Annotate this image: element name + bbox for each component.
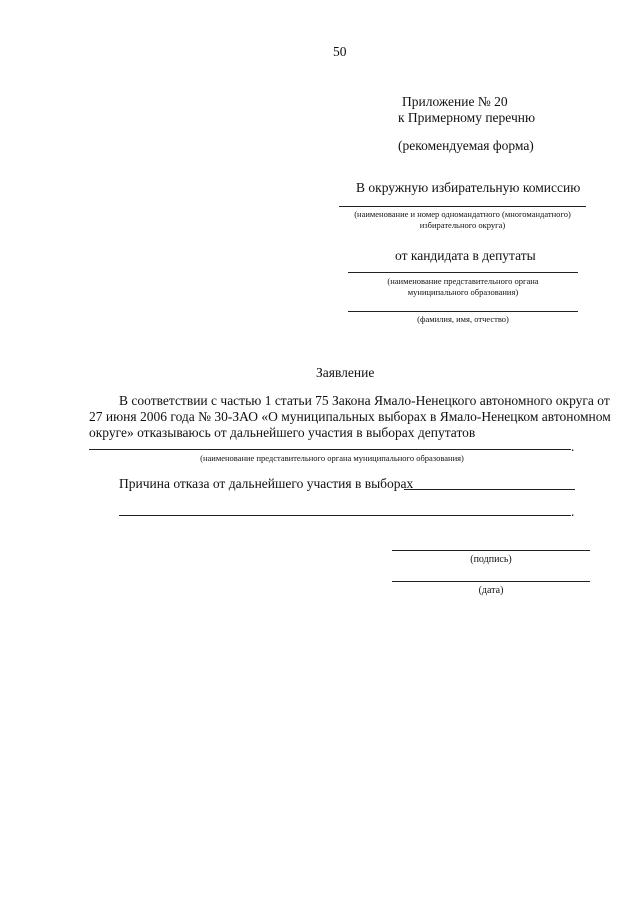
signature-hint: (подпись): [470, 554, 512, 565]
commission-field-line: [339, 206, 586, 207]
date-hint: (дата): [478, 585, 504, 596]
reason-field-line-1: [404, 489, 575, 490]
statement-line-1: В соответствии с частью 1 статьи 75 Закона Ямало-Ненецкого автономного округа от: [119, 393, 610, 408]
body-field-line: [348, 272, 578, 273]
body-name-hint: (наименование представительного органа муниципального образования): [200, 453, 464, 463]
reason-field-line-2: [119, 515, 571, 516]
from-candidate: от кандидата в депутаты: [395, 248, 536, 263]
name-hint: (фамилия, имя, отчество): [417, 314, 509, 324]
body-hint-2: муниципального образования): [407, 287, 519, 297]
appendix-title: Приложение № 20: [402, 94, 508, 109]
body-hint-1: (наименование представительного органа: [387, 276, 539, 286]
body-name-field-end: .: [571, 439, 575, 454]
form-note: (рекомендуемая форма): [398, 138, 534, 153]
reason-field-end: .: [571, 504, 575, 519]
statement-title: Заявление: [316, 365, 375, 380]
reason-label: Причина отказа от дальнейшего участия в выборах: [119, 476, 414, 491]
body-name-field-line: [89, 449, 571, 450]
appendix-subtitle: к Примерному перечню: [398, 110, 536, 125]
date-field-line: [392, 581, 590, 582]
statement-line-3: округе» отказываюсь от дальнейшего участия в выборах депутатов: [89, 425, 476, 440]
name-field-line: [348, 311, 578, 312]
statement-line-2: 27 июня 2006 года № 30-ЗАО «О муниципальных выборах в Ямало-Ненецком автономном: [89, 409, 611, 424]
commission-hint-1: (наименование и номер одномандатного (многомандатного): [354, 209, 571, 219]
page-number: 50: [333, 44, 347, 59]
signature-field-line: [392, 550, 590, 551]
addressee-commission: В окружную избирательную комиссию: [356, 180, 581, 195]
commission-hint-2: избирательного округа): [419, 220, 506, 230]
